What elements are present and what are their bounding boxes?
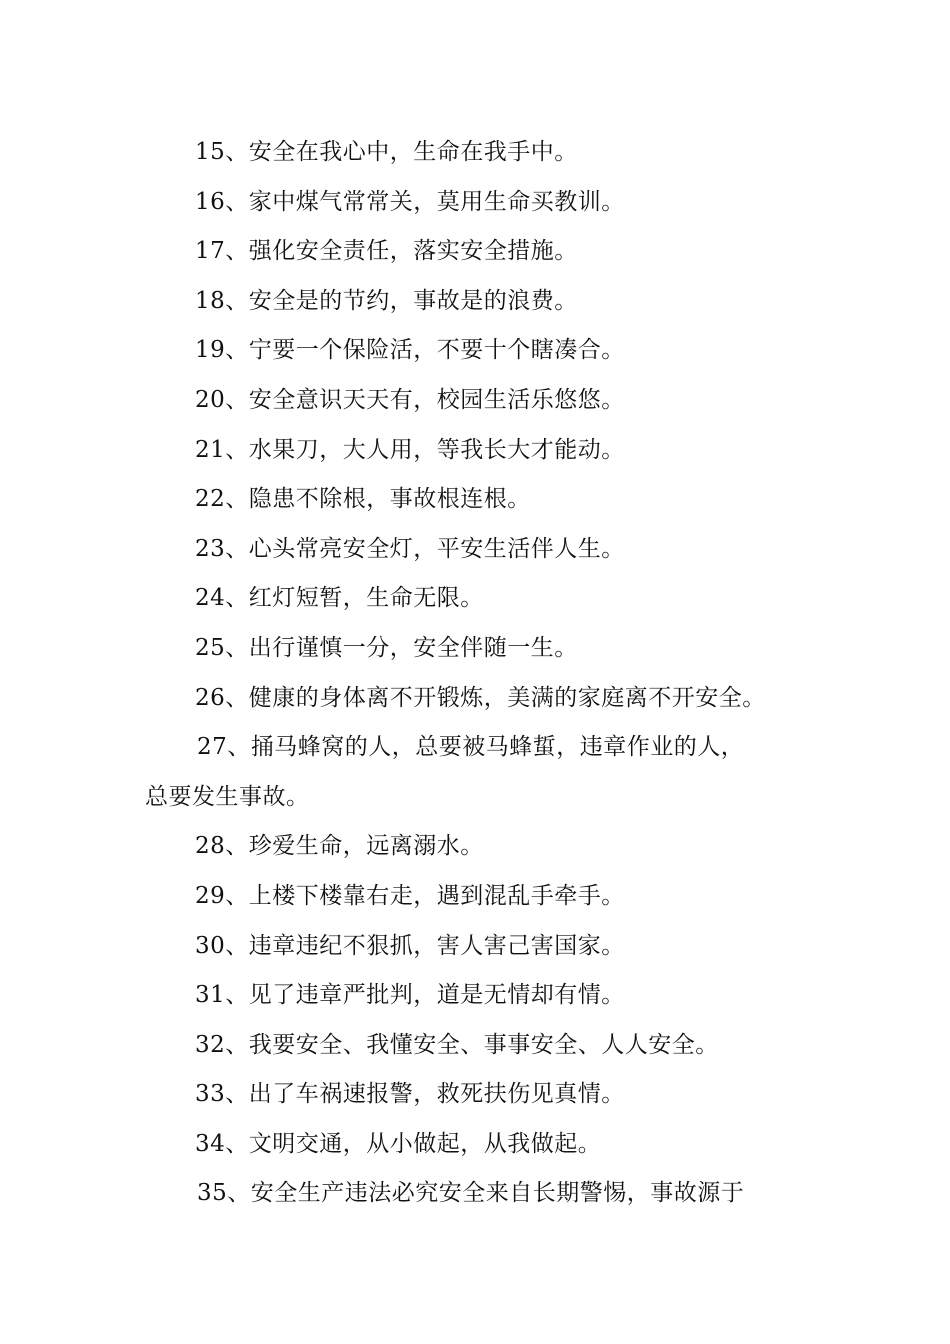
text-line: 28、珍爱生命，远离溺水。 xyxy=(195,833,484,860)
text-line-continuation: 总要发生事故。 xyxy=(145,783,310,810)
text-line: 20、安全意识天天有，校园生活乐悠悠。 xyxy=(195,386,625,413)
text-line: 29、上楼下楼靠右走，遇到混乱手牵手。 xyxy=(195,882,625,909)
text-line: 27、捅马蜂窝的人，总要被马蜂蜇，违章作业的人， xyxy=(197,734,745,761)
text-line: 34、文明交通，从小做起，从我做起。 xyxy=(195,1130,602,1157)
text-line: 15、安全在我心中，生命在我手中。 xyxy=(195,139,578,165)
text-line: 24、红灯短暂，生命无限。 xyxy=(195,585,484,612)
text-line: 31、见了违章严批判，道是无情却有情。 xyxy=(195,982,625,1009)
text-line: 25、出行谨慎一分，安全伴随一生。 xyxy=(195,634,578,661)
text-line: 23、心头常亮安全灯，平安生活伴人生。 xyxy=(195,535,625,562)
text-line: 21、水果刀，大人用，等我长大才能动。 xyxy=(195,436,625,463)
text-line: 17、强化安全责任，落实安全措施。 xyxy=(195,238,578,265)
text-line: 33、出了车祸速报警，救死扶伤见真情。 xyxy=(195,1081,625,1108)
text-line: 19、宁要一个保险活，不要十个瞎凑合。 xyxy=(195,337,625,364)
text-line: 32、我要安全、我懂安全、事事安全、人人安全。 xyxy=(195,1031,719,1058)
text-line: 30、违章违纪不狠抓，害人害己害国家。 xyxy=(195,932,625,959)
text-line: 26、健康的身体离不开锻炼，美满的家庭离不开安全。 xyxy=(195,684,766,711)
slogan-list xyxy=(145,128,825,1219)
text-line: 22、隐患不除根，事故根连根。 xyxy=(195,486,531,513)
text-line: 35、安全生产违法必究安全来自长期警惕，事故源于 xyxy=(197,1180,745,1207)
text-line: 16、家中煤气常常关，莫用生命买教训。 xyxy=(195,188,625,215)
text-line: 18、安全是的节约，事故是的浪费。 xyxy=(195,287,578,314)
